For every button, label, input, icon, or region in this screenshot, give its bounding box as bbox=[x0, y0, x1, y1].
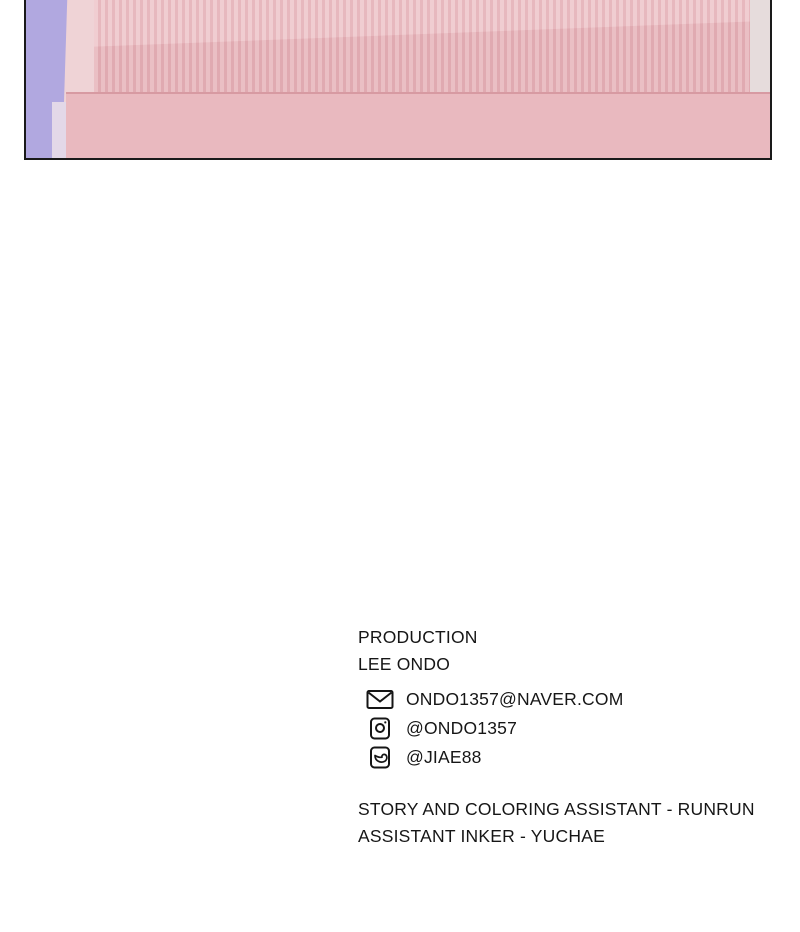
contact-row-instagram bbox=[358, 714, 778, 743]
instagram-icon bbox=[365, 717, 395, 740]
assistants-block bbox=[358, 796, 778, 850]
contact-row-email bbox=[358, 685, 778, 714]
comic-panel bbox=[24, 0, 772, 160]
assistant-credit-inker: ASSISTANT INKER - YUCHAE bbox=[358, 826, 605, 846]
envelope-icon bbox=[365, 688, 395, 711]
panel-shape-lower-garment bbox=[66, 92, 772, 160]
twitter-bird-icon bbox=[365, 746, 395, 769]
contact-row-twitter bbox=[358, 743, 778, 772]
assistant-credit-story-coloring: STORY AND COLORING ASSISTANT - RUNRUN bbox=[358, 799, 755, 819]
contact-list bbox=[358, 685, 778, 772]
production-label: PRODUCTION bbox=[358, 627, 478, 647]
contact-value-email: ONDO1357@NAVER.COM bbox=[406, 689, 624, 709]
author-name: LEE ONDO bbox=[358, 654, 451, 674]
contact-value-instagram: @ONDO1357 bbox=[406, 718, 517, 738]
contact-value-twitter: @JIAE88 bbox=[406, 747, 482, 767]
credits-block bbox=[358, 624, 778, 850]
